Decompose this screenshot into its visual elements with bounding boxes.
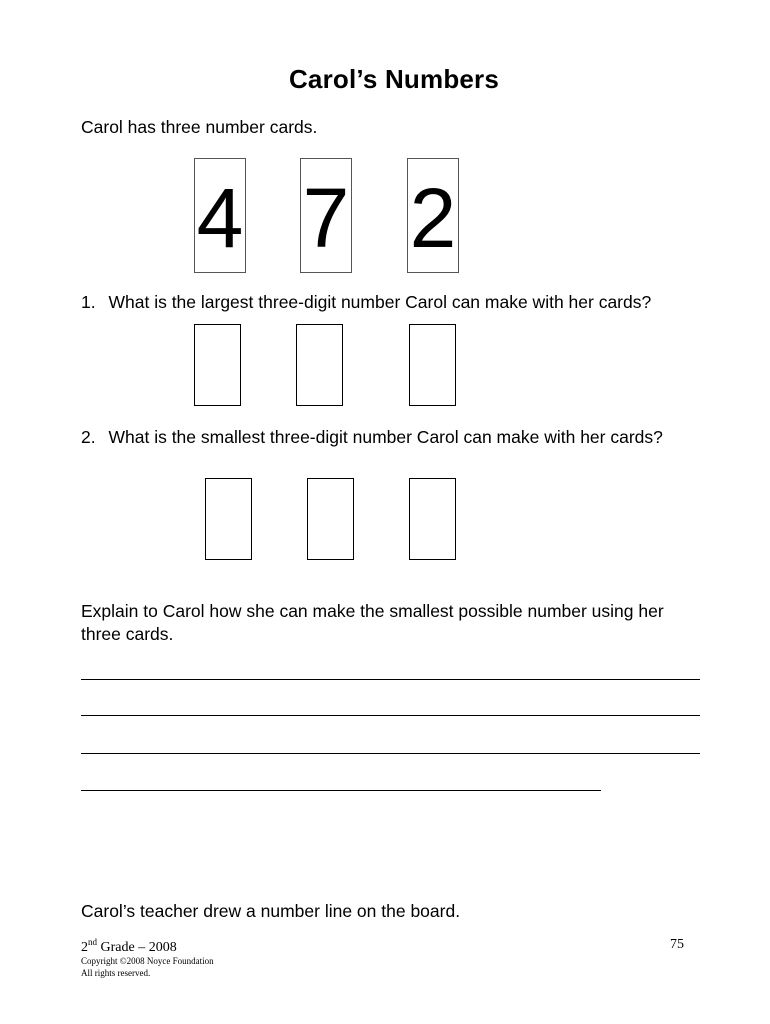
intro-text: Carol has three number cards.	[81, 117, 318, 137]
grade-rest: Grade – 2008	[97, 940, 177, 955]
explain-prompt: Explain to Carol how she can make the smallest possible number using her three cards.	[81, 601, 664, 644]
number-card	[300, 158, 352, 273]
rights-text: All rights reserved.	[81, 968, 151, 978]
answer-line[interactable]	[81, 790, 601, 791]
question-text: What is the largest three-digit number Carol can make with her cards?	[108, 292, 652, 312]
grade-number: 2	[81, 940, 88, 955]
answer-line[interactable]	[81, 679, 700, 680]
page-number: 75	[670, 937, 684, 952]
question-number: 1.	[81, 292, 96, 312]
worksheet-title: Carol’s Numbers	[288, 64, 500, 94]
answer-box[interactable]	[194, 324, 241, 406]
question-text: What is the smallest three-digit number Carol can make with her cards?	[108, 427, 663, 447]
card-digit: 4	[196, 170, 244, 265]
question-number: 2.	[81, 427, 96, 447]
number-card	[194, 158, 246, 273]
answer-box[interactable]	[307, 478, 354, 560]
answer-line[interactable]	[81, 753, 700, 754]
card-digit: 2	[409, 170, 457, 265]
answer-box[interactable]	[205, 478, 252, 560]
card-digit: 7	[302, 170, 350, 265]
answer-box[interactable]	[409, 324, 456, 406]
grade-label	[81, 937, 177, 956]
copyright-text: Copyright ©2008 Noyce Foundation	[81, 956, 214, 966]
answer-box[interactable]	[409, 478, 456, 560]
question-1	[81, 291, 651, 314]
closing-text: Carol’s teacher drew a number line on the board.	[81, 901, 461, 921]
answer-line[interactable]	[81, 715, 700, 716]
question-2	[81, 426, 663, 449]
grade-suffix: nd	[88, 937, 97, 947]
number-card	[407, 158, 459, 273]
answer-box[interactable]	[296, 324, 343, 406]
